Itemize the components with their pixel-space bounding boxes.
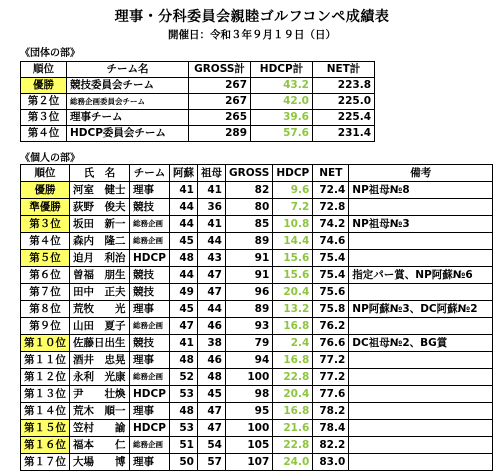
player-team: 総務企画: [130, 318, 170, 335]
header-team: チーム: [130, 165, 170, 182]
player-team: 競技: [130, 267, 170, 284]
player-remarks: [349, 369, 493, 386]
team-net-total: 231.4: [313, 126, 375, 142]
player-net: 75.4: [313, 267, 349, 284]
player-aso-score: 45: [170, 301, 198, 318]
player-hdcp: 15.6: [273, 250, 313, 267]
player-row: [21, 250, 493, 267]
player-row: [21, 233, 493, 250]
player-name: 永利 光康: [70, 369, 130, 386]
player-team: 競技: [130, 284, 170, 301]
player-sobo-score: 46: [198, 352, 226, 369]
player-hdcp: 20.4: [273, 386, 313, 403]
player-name: 笠村 諭: [70, 420, 130, 437]
header-net: NET: [313, 165, 349, 182]
player-rank: 第１６位: [21, 437, 70, 454]
player-rank: 第１４位: [21, 403, 70, 420]
player-sobo-score: 43: [198, 250, 226, 267]
team-net-total: 225.0: [313, 94, 375, 110]
header-team-name: チーム名: [67, 62, 189, 78]
player-team: 総務企画: [130, 233, 170, 250]
player-name: 荻野 俊夫: [70, 199, 130, 216]
header-rank: 順位: [21, 62, 67, 78]
team-name: 競技委員会チーム: [67, 78, 189, 94]
player-rank: 第４位: [21, 233, 70, 250]
player-name: 曽福 朋生: [70, 267, 130, 284]
player-gross: 80: [226, 199, 273, 216]
team-gross-total: 267: [189, 94, 251, 110]
team-hdcp-total: 42.0: [251, 94, 313, 110]
player-aso-score: 48: [170, 250, 198, 267]
player-net: 77.2: [313, 352, 349, 369]
team-rank: 第４位: [21, 126, 67, 142]
player-remarks: [349, 352, 493, 369]
player-name: 田中 正夫: [70, 284, 130, 301]
player-aso-score: 47: [170, 318, 198, 335]
header-net-total: NET計: [313, 62, 375, 78]
player-team: 理事: [130, 352, 170, 369]
player-gross: 95: [226, 403, 273, 420]
player-net: 75.6: [313, 284, 349, 301]
player-team: 総務企画: [130, 216, 170, 233]
header-hdcp: HDCP: [273, 165, 313, 182]
player-hdcp: 24.0: [273, 454, 313, 471]
player-row: [21, 403, 493, 420]
player-gross: 96: [226, 284, 273, 301]
team-name: 総務企画委員会チーム: [67, 94, 189, 110]
player-net: 74.6: [313, 233, 349, 250]
player-row: [21, 182, 493, 199]
header-remarks: 備考: [349, 165, 493, 182]
player-rank: 第１２位: [21, 369, 70, 386]
player-sobo-score: 57: [198, 454, 226, 471]
player-hdcp: 22.8: [273, 369, 313, 386]
player-net: 72.8: [313, 199, 349, 216]
player-hdcp: 14.4: [273, 233, 313, 250]
player-row: [21, 352, 493, 369]
player-hdcp: 15.6: [273, 267, 313, 284]
player-row: [21, 369, 493, 386]
player-net: 82.2: [313, 437, 349, 454]
player-team: HDCP: [130, 386, 170, 403]
player-rank: 第５位: [21, 250, 70, 267]
player-rank: 第３位: [21, 216, 70, 233]
team-gross-total: 265: [189, 110, 251, 126]
player-remarks: 指定パー賞、NP阿蘇№6: [349, 267, 493, 284]
team-name: 理事チーム: [67, 110, 189, 126]
player-name: 坂田 新一: [70, 216, 130, 233]
player-gross: 89: [226, 233, 273, 250]
player-team: 競技: [130, 335, 170, 352]
player-sobo-score: 46: [198, 318, 226, 335]
player-team: 競技: [130, 199, 170, 216]
player-name: 河室 健士: [70, 182, 130, 199]
player-net: 78.2: [313, 403, 349, 420]
team-gross-total: 289: [189, 126, 251, 142]
player-hdcp: 9.6: [273, 182, 313, 199]
player-net: 75.4: [313, 250, 349, 267]
header-aso: 阿蘇: [170, 165, 198, 182]
player-net: 83.0: [313, 454, 349, 471]
player-row: [21, 335, 493, 352]
player-rank: 第７位: [21, 284, 70, 301]
player-aso-score: 50: [170, 454, 198, 471]
player-net: 78.4: [313, 420, 349, 437]
player-remarks: [349, 199, 493, 216]
player-sobo-score: 44: [198, 301, 226, 318]
player-aso-score: 44: [170, 267, 198, 284]
player-hdcp: 16.8: [273, 318, 313, 335]
player-hdcp: 2.4: [273, 335, 313, 352]
header-gross-total: GROSS計: [189, 62, 251, 78]
team-header-row: [21, 62, 375, 78]
player-name: 尹 壮煥: [70, 386, 130, 403]
player-remarks: NP阿蘇№3、DC阿蘇№2: [349, 301, 493, 318]
player-team: HDCP: [130, 420, 170, 437]
player-net: 72.4: [313, 182, 349, 199]
player-hdcp: 10.8: [273, 216, 313, 233]
team-name: HDCP委員会チーム: [67, 126, 189, 142]
player-team: HDCP: [130, 250, 170, 267]
player-aso-score: 51: [170, 437, 198, 454]
player-rank: 優勝: [21, 182, 70, 199]
player-hdcp: 13.2: [273, 301, 313, 318]
player-row: [21, 386, 493, 403]
player-remarks: [349, 318, 493, 335]
player-hdcp: 21.6: [273, 420, 313, 437]
player-row: [21, 216, 493, 233]
player-aso-score: 52: [170, 369, 198, 386]
player-name: 迫月 利治: [70, 250, 130, 267]
player-sobo-score: 41: [198, 216, 226, 233]
player-sobo-score: 47: [198, 284, 226, 301]
team-results-table: [20, 61, 375, 142]
player-aso-score: 44: [170, 199, 198, 216]
player-name: 酒井 忠晃: [70, 352, 130, 369]
player-name: 福本 仁: [70, 437, 130, 454]
player-gross: 105: [226, 437, 273, 454]
header-hdcp-total: HDCP計: [251, 62, 313, 78]
player-sobo-score: 47: [198, 267, 226, 284]
individual-header-row: [21, 165, 493, 182]
player-sobo-score: 48: [198, 369, 226, 386]
player-rank: 第９位: [21, 318, 70, 335]
player-aso-score: 44: [170, 216, 198, 233]
team-rank: 第２位: [21, 94, 67, 110]
team-section-label: 《団体の部》: [20, 48, 80, 59]
player-hdcp: 16.8: [273, 403, 313, 420]
player-remarks: DC祖母№2、BG賞: [349, 335, 493, 352]
header-name: 氏 名: [70, 165, 130, 182]
team-net-total: 225.4: [313, 110, 375, 126]
player-remarks: [349, 386, 493, 403]
player-gross: 98: [226, 386, 273, 403]
player-team: 理事: [130, 454, 170, 471]
player-rank: 第１７位: [21, 454, 70, 471]
player-rank: 第１３位: [21, 386, 70, 403]
team-hdcp-total: 39.6: [251, 110, 313, 126]
player-aso-score: 41: [170, 182, 198, 199]
player-gross: 79: [226, 335, 273, 352]
player-aso-score: 48: [170, 352, 198, 369]
player-hdcp: 7.2: [273, 199, 313, 216]
player-row: [21, 420, 493, 437]
player-net: 76.6: [313, 335, 349, 352]
player-gross: 89: [226, 301, 273, 318]
player-team: 総務企画: [130, 369, 170, 386]
player-name: 森内 隆二: [70, 233, 130, 250]
player-row: [21, 454, 493, 471]
team-hdcp-total: 43.2: [251, 78, 313, 94]
player-aso-score: 45: [170, 233, 198, 250]
header-sobo: 祖母: [198, 165, 226, 182]
player-rank: 第６位: [21, 267, 70, 284]
player-sobo-score: 36: [198, 199, 226, 216]
player-team: 理事: [130, 403, 170, 420]
player-row: [21, 267, 493, 284]
player-remarks: NP祖母№8: [349, 182, 493, 199]
player-rank: 準優勝: [21, 199, 70, 216]
player-gross: 82: [226, 182, 273, 199]
player-name: 荒牧 光: [70, 301, 130, 318]
player-gross: 100: [226, 420, 273, 437]
team-net-total: 223.8: [313, 78, 375, 94]
player-name: 佐藤日出生: [70, 335, 130, 352]
player-gross: 91: [226, 267, 273, 284]
player-gross: 93: [226, 318, 273, 335]
player-hdcp: 16.8: [273, 352, 313, 369]
player-sobo-score: 54: [198, 437, 226, 454]
player-sobo-score: 41: [198, 182, 226, 199]
event-date: 開催日：令和３年９月１９日（日）: [168, 29, 336, 41]
player-gross: 91: [226, 250, 273, 267]
player-net: 77.6: [313, 386, 349, 403]
player-gross: 85: [226, 216, 273, 233]
player-net: 76.2: [313, 318, 349, 335]
player-remarks: [349, 250, 493, 267]
player-sobo-score: 44: [198, 233, 226, 250]
player-remarks: [349, 454, 493, 471]
player-name: 山田 夏子: [70, 318, 130, 335]
player-team: 理事: [130, 182, 170, 199]
player-remarks: NP祖母№3: [349, 216, 493, 233]
player-team: 理事: [130, 301, 170, 318]
player-remarks: [349, 233, 493, 250]
player-name: 荒木 順一: [70, 403, 130, 420]
player-aso-score: 41: [170, 335, 198, 352]
player-sobo-score: 38: [198, 335, 226, 352]
player-net: 77.2: [313, 369, 349, 386]
player-gross: 107: [226, 454, 273, 471]
player-net: 74.2: [313, 216, 349, 233]
team-row: [21, 78, 375, 94]
player-row: [21, 284, 493, 301]
player-remarks: [349, 420, 493, 437]
player-hdcp: 22.8: [273, 437, 313, 454]
player-aso-score: 53: [170, 386, 198, 403]
player-hdcp: 20.4: [273, 284, 313, 301]
player-net: 75.8: [313, 301, 349, 318]
player-row: [21, 437, 493, 454]
team-gross-total: 267: [189, 78, 251, 94]
individual-results-table: [20, 164, 493, 471]
team-row: [21, 110, 375, 126]
player-row: [21, 301, 493, 318]
player-sobo-score: 45: [198, 386, 226, 403]
player-rank: 第１５位: [21, 420, 70, 437]
player-remarks: [349, 403, 493, 420]
player-rank: 第１１位: [21, 352, 70, 369]
player-gross: 100: [226, 369, 273, 386]
player-team: 総務企画: [130, 437, 170, 454]
player-row: [21, 318, 493, 335]
player-sobo-score: 47: [198, 420, 226, 437]
player-aso-score: 53: [170, 420, 198, 437]
document-title: 理事・分科委員会親睦ゴルフコンペ成績表: [114, 9, 390, 25]
player-aso-score: 48: [170, 403, 198, 420]
header-rank: 順位: [21, 165, 70, 182]
player-gross: 94: [226, 352, 273, 369]
player-aso-score: 49: [170, 284, 198, 301]
player-row: [21, 199, 493, 216]
header-gross: GROSS: [226, 165, 273, 182]
player-rank: 第８位: [21, 301, 70, 318]
individual-section-label: 《個人の部》: [20, 153, 80, 164]
team-rank: 第３位: [21, 110, 67, 126]
player-name: 大場 博: [70, 454, 130, 471]
team-row: [21, 126, 375, 142]
player-remarks: [349, 284, 493, 301]
player-rank: 第１０位: [21, 335, 70, 352]
team-rank: 優勝: [21, 78, 67, 94]
player-sobo-score: 47: [198, 403, 226, 420]
player-remarks: [349, 437, 493, 454]
team-row: [21, 94, 375, 110]
team-hdcp-total: 57.6: [251, 126, 313, 142]
